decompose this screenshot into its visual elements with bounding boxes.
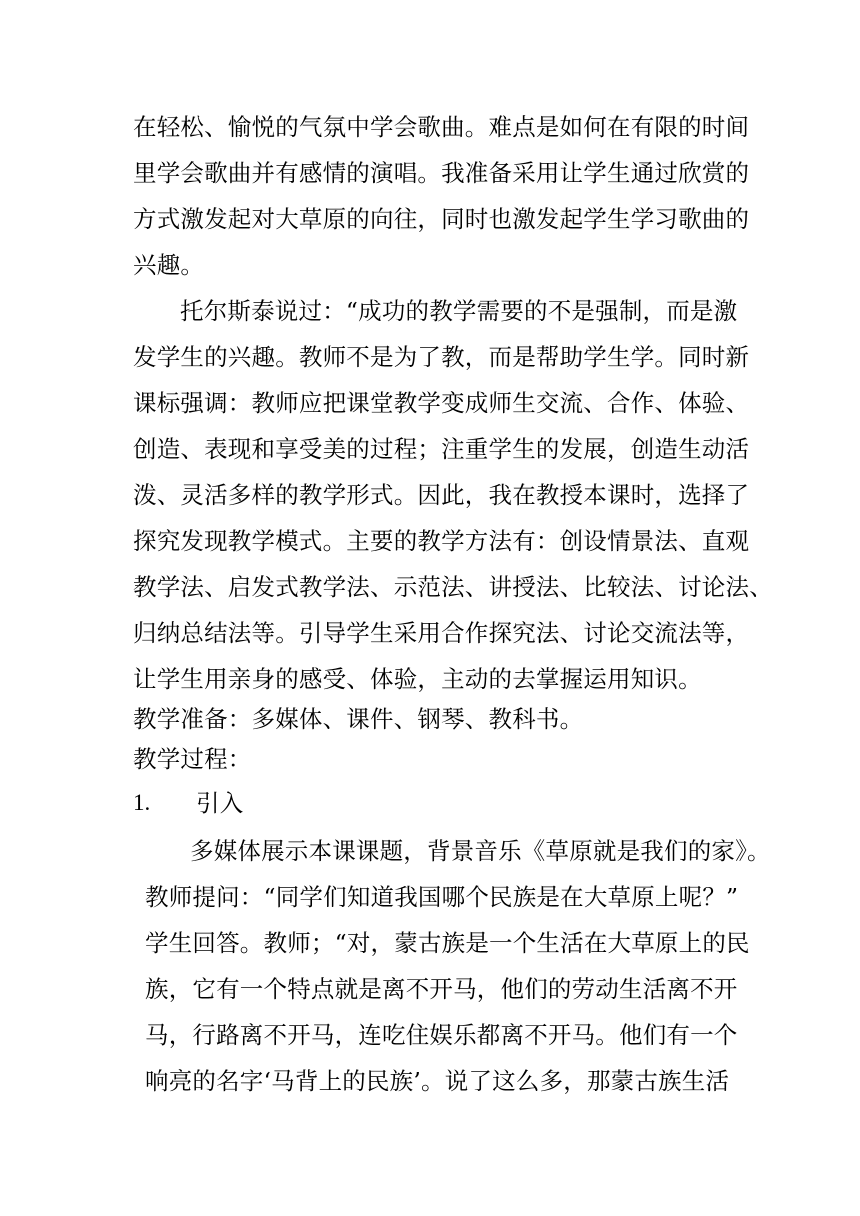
teaching-preparation: 教学准备：多媒体、课件、钢琴、教科书。 [133,705,584,733]
paragraph-2-line-8: 归纳总结法等。引导学生采用合作探究法、讨论交流法等， [133,619,750,647]
list-item-label: 引入 [196,789,244,817]
paragraph-2-line-7: 教学法、启发式教学法、示范法、讲授法、比较法、讨论法、 [133,573,773,601]
paragraph-2-line-5: 泼、灵活多样的教学形式。因此，我在教授本课时，选择了 [133,481,750,509]
paragraph-2-line-9: 让学生用亲身的感受、体验，主动的去掌握运用知识。 [133,665,702,693]
paragraph-3-line-1: 多媒体展示本课课题，背景音乐《草原就是我们的家》。 [190,837,771,865]
paragraph-2-line-1: 托尔斯泰说过：“成功的教学需要的不是强制，而是激 [180,297,738,325]
paragraph-2-line-4: 创造、表现和享受美的过程；注重学生的发展，创造生动活 [133,435,750,463]
paragraph-1-line-3: 方式激发起对大草原的向往，同时也激发起学生学习歌曲的 [133,205,750,233]
paragraph-2-line-2: 发学生的兴趣。教师不是为了教，而是帮助学生学。同时新 [133,343,750,371]
paragraph-3-line-3: 学生回答。教师；“对，蒙古族是一个生活在大草原上的民 [145,929,750,957]
paragraph-2-line-3: 课标强调：教师应把课堂教学变成师生交流、合作、体验、 [133,389,750,417]
paragraph-1-line-4: 兴趣。 [133,251,205,279]
paragraph-1-line-2: 里学会歌曲并有感情的演唱。我准备采用让学生通过欣赏的 [133,159,750,187]
paragraph-3-line-6: 响亮的名字‘马背上的民族’。说了这么多，那蒙古族生活 [145,1067,730,1095]
paragraph-3-line-2: 教师提问：“同学们知道我国哪个民族是在大草原上呢？” [145,883,739,911]
teaching-process-heading: 教学过程： [133,745,252,773]
list-item-number: 1. [133,790,151,815]
paragraph-3-line-4: 族，它有一个特点就是离不开马，他们的劳动生活离不开 [145,975,738,1003]
paragraph-2-line-6: 探究发现教学模式。主要的教学方法有：创设情景法、直观 [133,527,750,555]
paragraph-1-line-1: 在轻松、愉悦的气氛中学会歌曲。难点是如何在有限的时间 [133,113,750,141]
paragraph-3-line-5: 马，行路离不开马，连吃住娱乐都离不开马。他们有一个 [145,1021,738,1049]
